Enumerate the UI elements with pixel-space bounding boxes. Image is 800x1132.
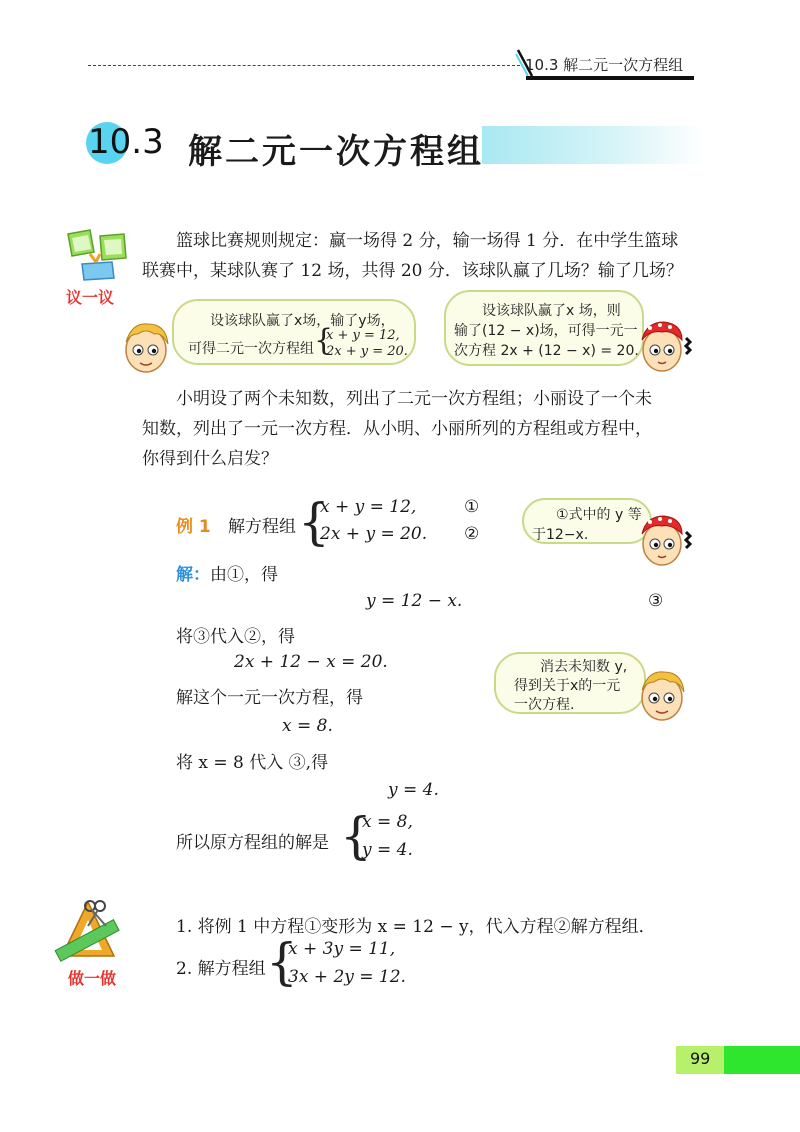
practice-q1: 1. 将例 1 中方程①变形为 x = 12 − y，代入方程②解方程组． <box>176 917 656 937</box>
example-eq2: 2x + y = 20. <box>320 524 428 544</box>
discuss-label: 议一议 <box>66 288 115 307</box>
boy-avatar-icon <box>118 318 174 376</box>
title-gradient-bar <box>482 126 704 164</box>
girl-avatar-icon <box>636 512 696 570</box>
header-rule <box>88 65 520 66</box>
para-line-1: 小明设了两个未知数，列出了二元一次方程组；小丽设了一个未 <box>176 389 652 409</box>
bubble-left-line1: 设该球队赢了x场，输了y场， <box>210 313 395 329</box>
bubble-ex-line1: ①式中的 y 等 <box>556 507 642 523</box>
bubble-right-line1: 设该球队赢了x 场，则 <box>482 303 621 319</box>
section-number: 10.3 <box>88 122 164 162</box>
solution-step4: 将 x = 8 代入 ③,得 <box>176 753 329 773</box>
problem-line-1: 篮球比赛规则规定：赢一场得 2 分，输一场得 1 分．在中学生篮球 <box>176 231 679 251</box>
bubble-sol-line2: 得到关于x的一元 <box>514 678 621 694</box>
solution-eq3: y = 12 − x. <box>366 591 463 611</box>
solution-eq5: x = 8. <box>282 716 333 736</box>
girl-avatar-icon <box>636 318 696 376</box>
practice-q2-eq2: 3x + 2y = 12. <box>288 967 406 987</box>
solution-eq6: y = 4. <box>388 780 439 800</box>
answer-brace: { <box>340 807 372 865</box>
practice-q2-prompt: 2. 解方程组 <box>176 959 266 979</box>
solution-step5: 所以原方程组的解是 <box>176 833 329 853</box>
para-line-3: 你得到什么启发？ <box>142 449 278 469</box>
page-number-bar <box>724 1046 800 1074</box>
bubble-left-eq1: x + y = 12, <box>326 328 400 343</box>
bubble-left-line2: 可得二元一次方程组 <box>188 341 314 357</box>
running-header: 10.3 解二元一次方程组 <box>525 56 684 74</box>
bubble-right-line3: 次方程 2x + (12 − x) = 20. <box>454 343 639 359</box>
header-underline <box>526 76 694 80</box>
answer-eq2: y = 4. <box>362 840 413 860</box>
solution-tag3: ③ <box>648 591 664 611</box>
discuss-icon <box>60 226 132 284</box>
problem-line-2: 联赛中，某球队赛了 12 场，共得 20 分．该球队赢了几场？输了几场？ <box>142 261 683 281</box>
bubble-right-line2: 输了(12 − x)场，可得一元一 <box>454 323 638 339</box>
example-tag2: ② <box>464 524 480 544</box>
solution-step1: 由①，得 <box>210 565 278 585</box>
bubble-left-eq2: 2x + y = 20. <box>326 344 408 359</box>
section-title: 解二元一次方程组 <box>188 132 484 172</box>
practice-icon <box>52 896 124 964</box>
answer-eq1: x = 8, <box>362 812 413 832</box>
solution-step2: 将③代入②，得 <box>176 627 295 647</box>
bubble-left-brace: { <box>314 323 334 358</box>
solution-label: 解： <box>176 565 210 585</box>
para-line-2: 知数，列出了一元一次方程．从小明、小丽所列的方程组或方程中， <box>142 419 652 439</box>
bubble-sol-line1: 消去未知数 y, <box>540 659 628 675</box>
example-brace: { <box>298 493 330 551</box>
solution-eq4: 2x + 12 − x = 20. <box>234 652 388 672</box>
example-eq1: x + y = 12, <box>320 497 417 517</box>
example-prompt: 解方程组 <box>228 517 296 537</box>
boy-avatar-icon <box>632 666 692 724</box>
bubble-sol-line3: 一次方程. <box>514 697 575 713</box>
page-number: 99 <box>690 1049 711 1068</box>
bubble-ex-line2: 于12−x. <box>532 527 589 543</box>
example-tag1: ① <box>464 497 480 517</box>
example-label: 例 1 <box>176 517 211 537</box>
practice-label: 做一做 <box>68 969 117 988</box>
solution-step3: 解这个一元一次方程，得 <box>176 688 363 708</box>
practice-brace: { <box>266 933 298 991</box>
practice-q2-eq1: x + 3y = 11, <box>288 939 396 959</box>
